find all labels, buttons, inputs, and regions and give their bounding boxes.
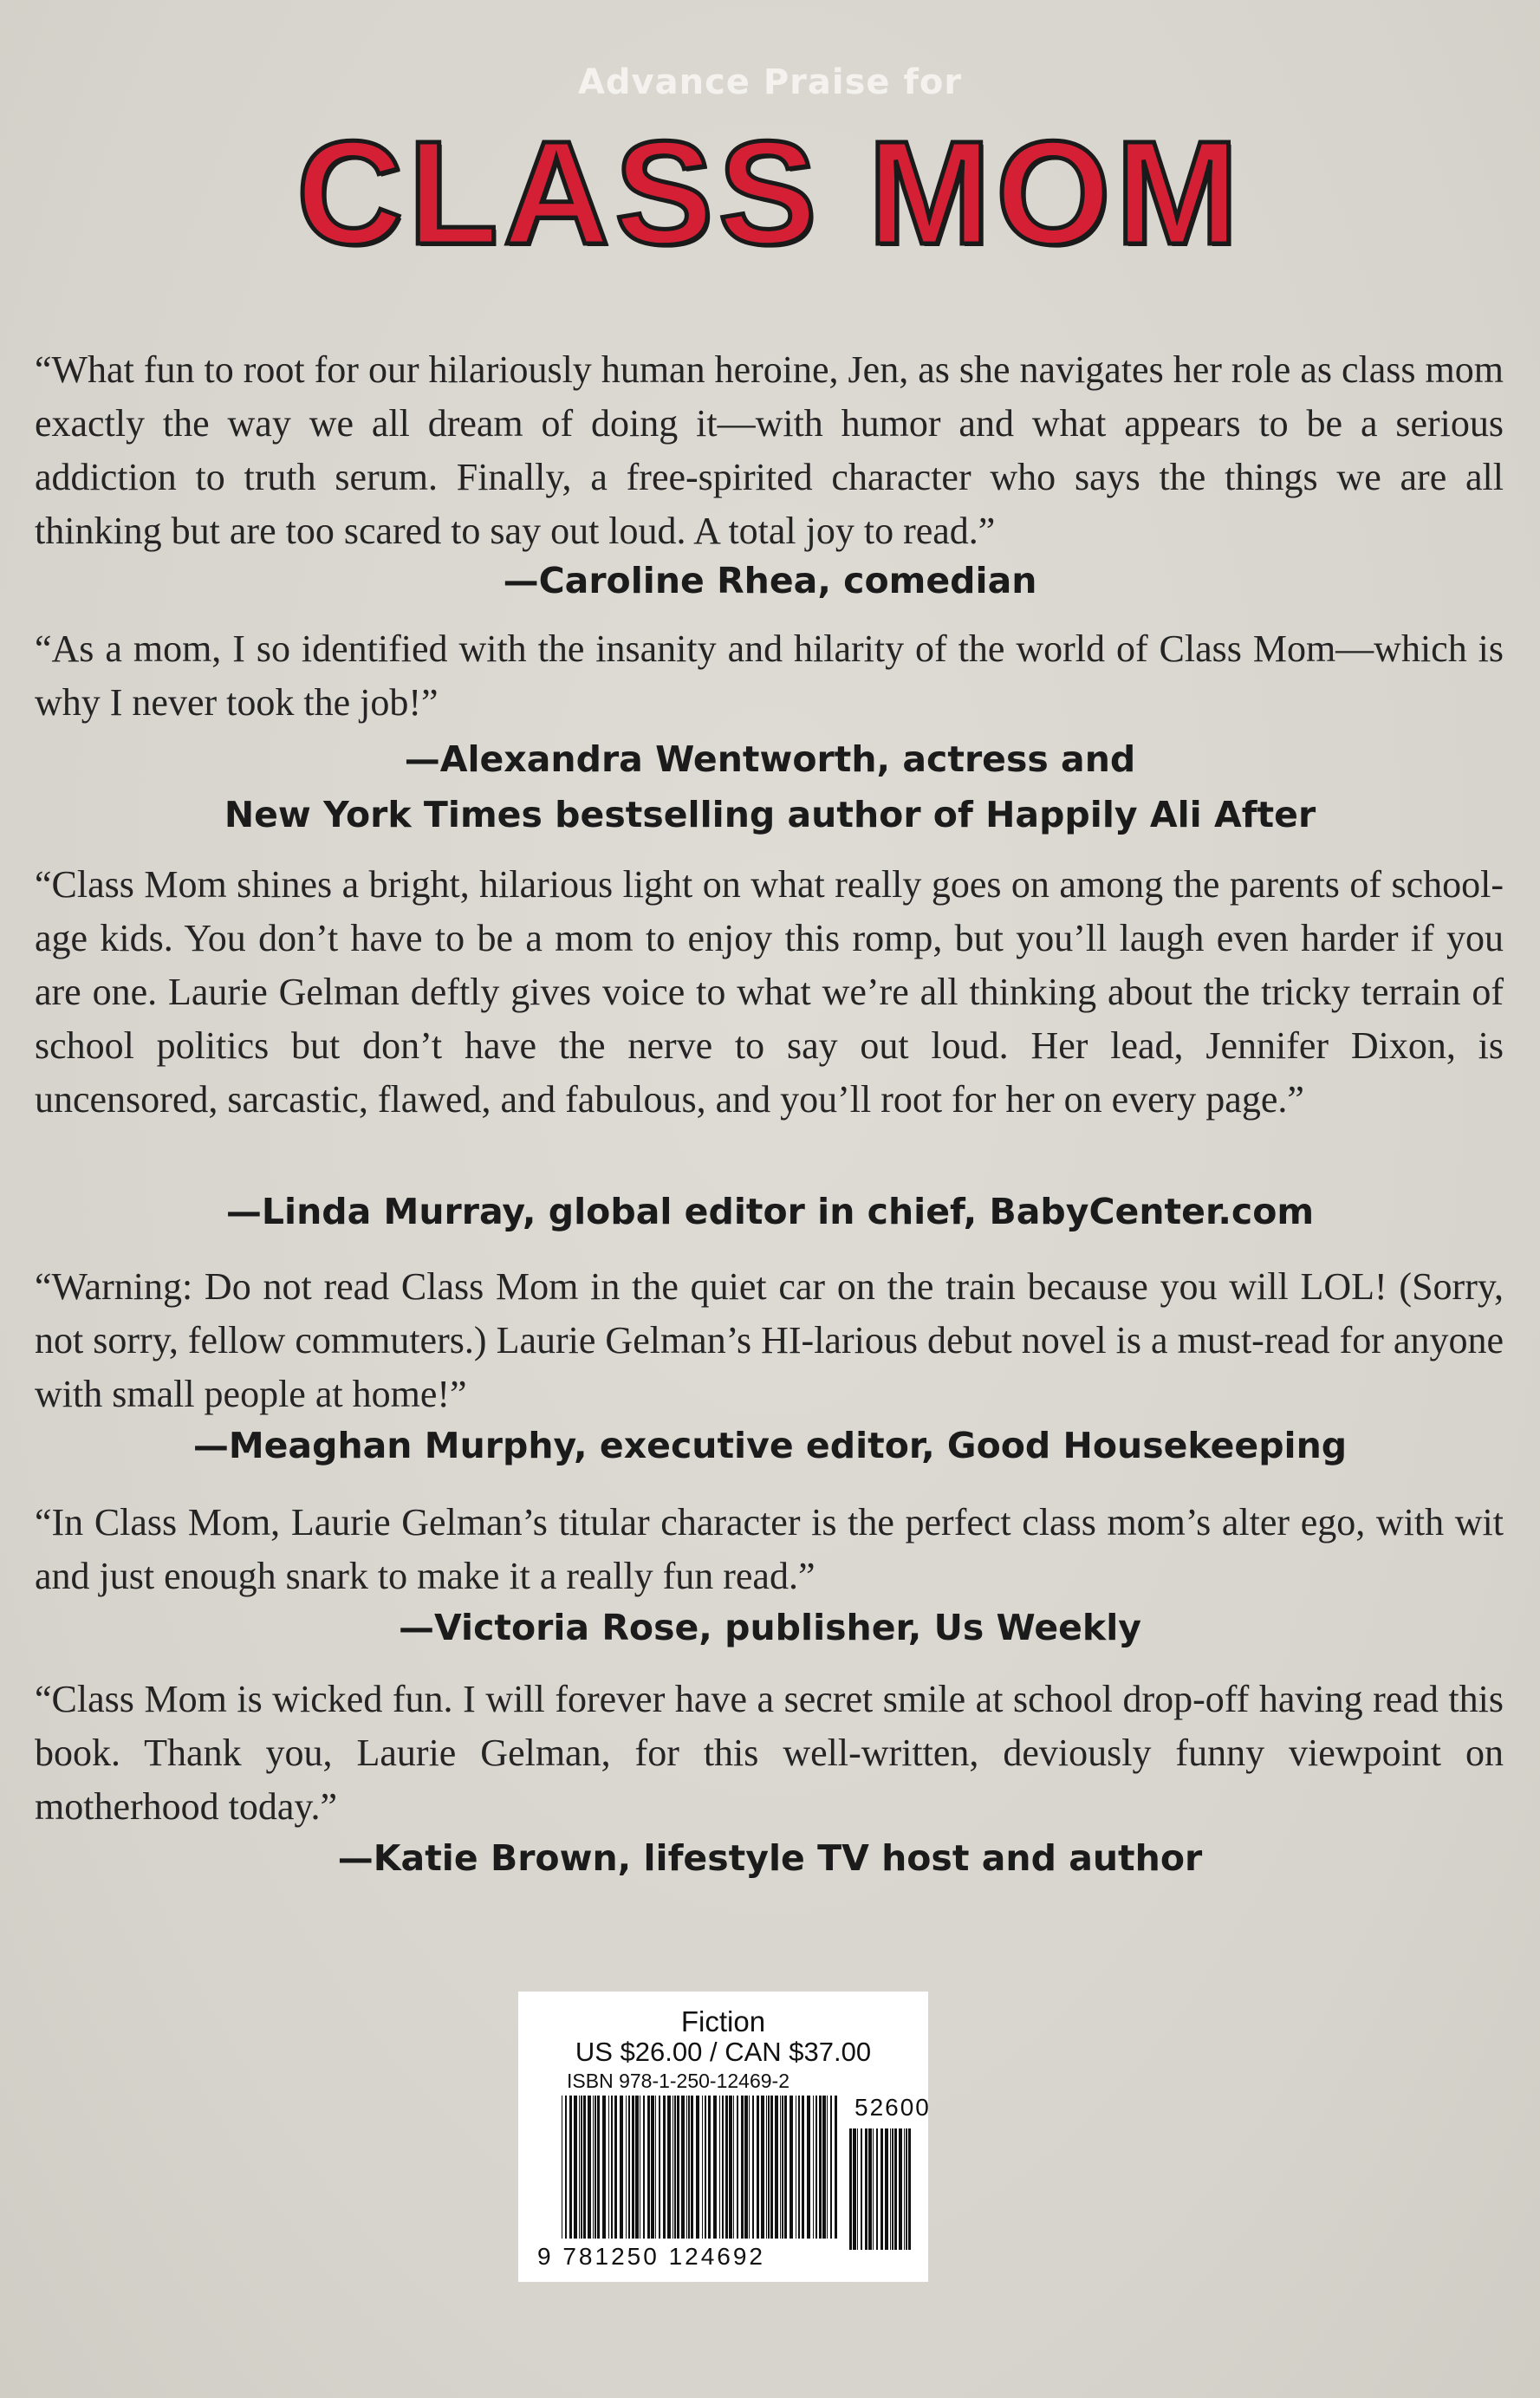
price-label: US $26.00 / CAN $37.00 bbox=[575, 2037, 872, 2067]
book-title: CLASS MOM bbox=[296, 111, 1244, 276]
advance-praise-heading: Advance Praise for bbox=[577, 62, 963, 102]
ean-barcode bbox=[562, 2096, 837, 2250]
praise-attribution-4: —Meaghan Murphy, executive editor, Good Housekeeping bbox=[192, 1425, 1348, 1466]
praise-quote-1: “What fun to root for our hilariously human heroine, Jen, as she navigates her role as class mom exactly the way we all dream of doing it—with humor and what appears to be a serious addiction to truth serum. Finally, a free-spirited character who says the things we are all thinking but are too scared to say out loud. A total joy to read.” bbox=[35, 348, 1504, 552]
praise-attribution-2-line1: —Alexandra Wentworth, actress and bbox=[404, 738, 1136, 780]
praise-quote-5: “In Class Mom, Laurie Gelman’s titular character is the perfect class mom’s alter ego, with wit and just enough snark to make it a really fun read.” bbox=[35, 1501, 1504, 1597]
praise-quote-6: “Class Mom is wicked fun. I will forever have a secret smile at school drop-off having read this book. Thank you, Laurie Gelman, for this well-written, deviously funny viewpoint on motherhood today.” bbox=[35, 1678, 1504, 1828]
praise-attribution-3: —Linda Murray, global editor in chief, BabyCenter.com bbox=[225, 1191, 1315, 1232]
praise-quote-3: “Class Mom shines a bright, hilarious light on what really goes on among the parents of school-age kids. You don’t have to be a mom to enjoy this romp, but you’ll laugh even harder if you are one. Laurie Gelman deftly gives voice to what we’re all thinking about the tricky terrain of school politics but don’t have the nerve to say out loud. Her lead, Jennifer Dixon, is uncensored, sarcastic, flawed, and fabulous, and you’ll root for her on every page.” bbox=[35, 863, 1504, 1121]
praise-attribution-1: —Caroline Rhea, comedian bbox=[503, 560, 1037, 601]
barcode-label bbox=[518, 1992, 931, 2282]
praise-attribution-2-line2: New York Times bestselling author of Happily Ali After bbox=[224, 794, 1316, 835]
praise-quote-4: “Warning: Do not read Class Mom in the quiet car on the train because you will LOL! (Sorry, not sorry, fellow commuters.) Laurie Gelman’s HI-larious debut novel is a must-read for anyone with small people at home!” bbox=[35, 1265, 1504, 1415]
addon-barcode bbox=[849, 2128, 913, 2250]
isbn-label: ISBN 978-1-250-12469-2 bbox=[567, 2070, 789, 2092]
praise-attribution-6: —Katie Brown, lifestyle TV host and author bbox=[337, 1837, 1203, 1879]
ean-number: 9 781250 124692 bbox=[537, 2243, 765, 2270]
praise-quote-2: “As a mom, I so identified with the insanity and hilarity of the world of Class Mom—which is why I never took the job!” bbox=[35, 627, 1504, 724]
genre-label: Fiction bbox=[680, 2005, 766, 2037]
praise-attribution-5: —Victoria Rose, publisher, Us Weekly bbox=[399, 1607, 1141, 1648]
price-addon-number: 52600 bbox=[854, 2094, 931, 2121]
